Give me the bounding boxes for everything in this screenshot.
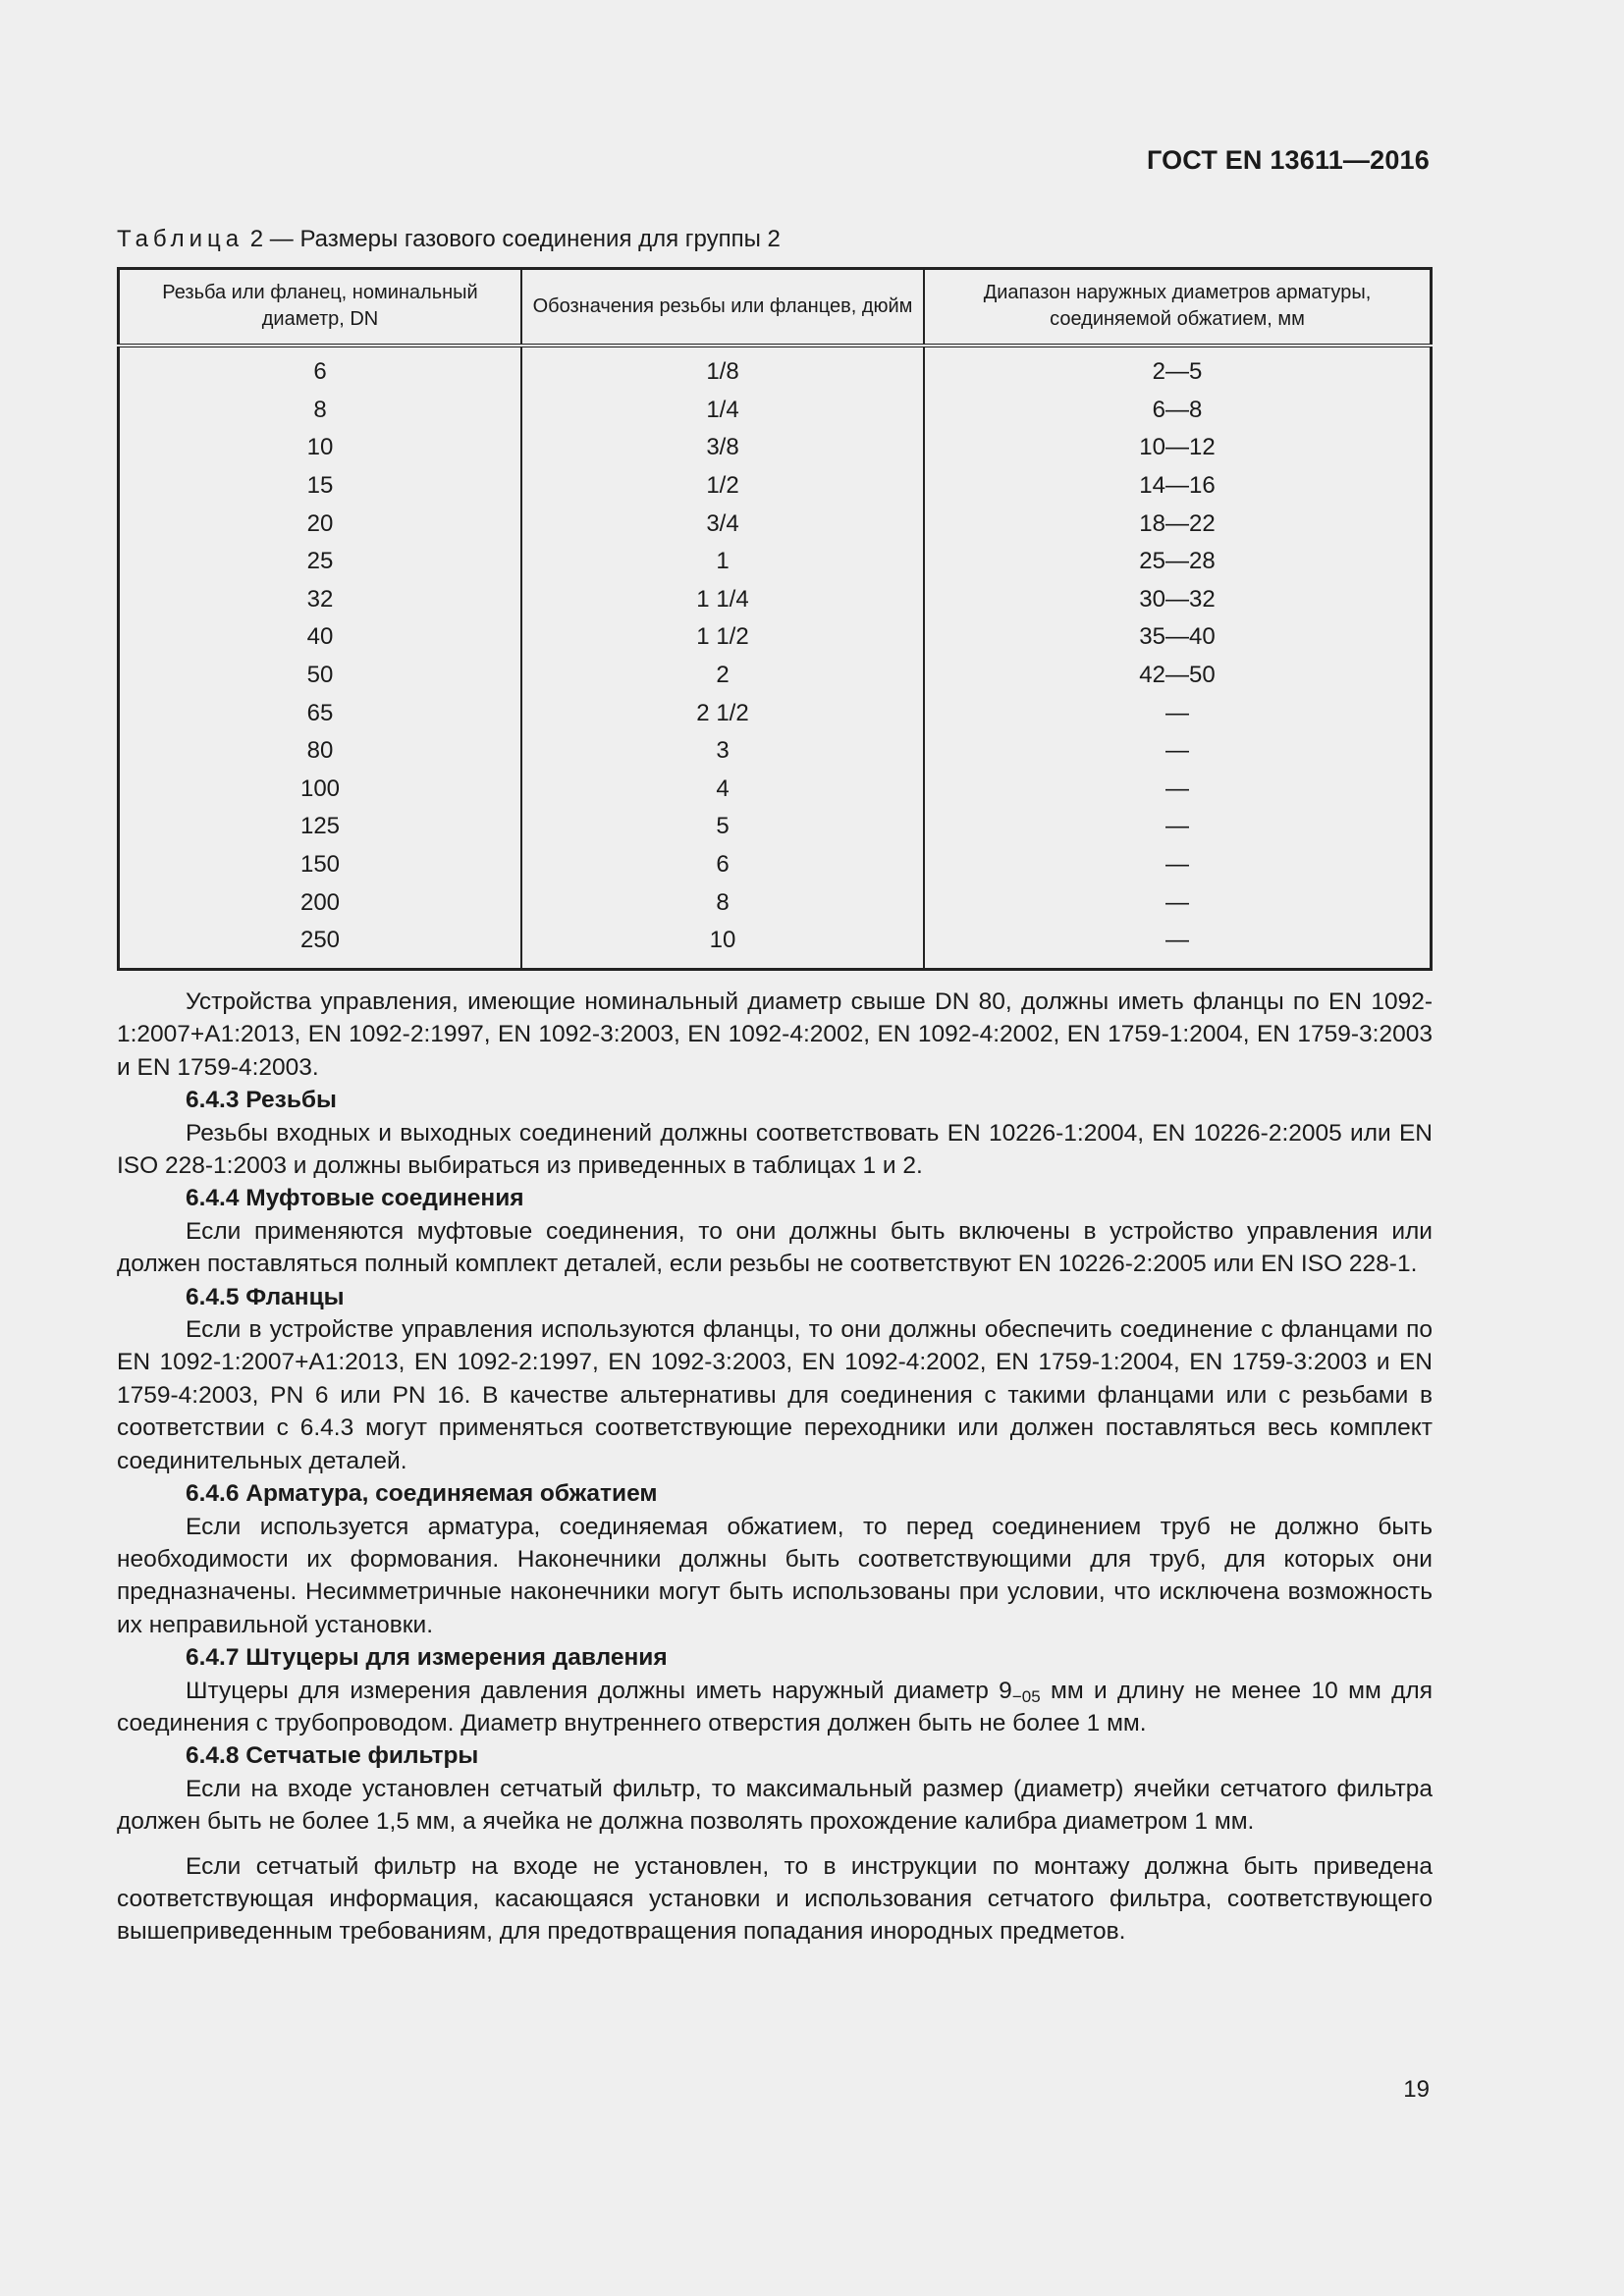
cell-range: 14—16 <box>1139 472 1216 500</box>
cell-thread: 3/4 <box>521 505 924 543</box>
cell-range: 30—32 <box>1139 585 1216 613</box>
cell-dn: 250 <box>119 922 522 969</box>
cell-dn: 10 <box>119 429 522 467</box>
table-row <box>119 346 1432 392</box>
cell-thread: 3 <box>521 732 924 771</box>
dimensions-table <box>117 267 1433 971</box>
cell-dn: 80 <box>119 732 522 771</box>
column-header-dn: Резьба или фланец, номинальный диаметр, DN <box>119 269 522 347</box>
cell-dn: 8 <box>119 392 522 430</box>
cell-thread: 1/2 <box>521 467 924 506</box>
body-text <box>117 986 1433 1949</box>
cell-dn: 32 <box>119 581 522 619</box>
paragraph-strainer-installed: Если на входе установлен сетчатый фильтр, то максимальный размер (диаметр) ячейки сетчатого фильтра должен быть не более 1,5 мм, а ячейка не должна позволять прохождение калибра диаметром 1 мм. <box>117 1775 1433 1836</box>
paragraph-strainer-not-installed: Если сетчатый фильтр на входе не установлен, то в инструкции по монтажу должна быть приведена соответствующая информация, касающаяся установки и использования сетчатого фильтра, соответствующего вышеприведенным требованиям, для предотвращения попадания инородных предметов. <box>117 1852 1433 1946</box>
table-header-row <box>119 269 1432 347</box>
heading-6-4-4: 6.4.4 Муфтовые соединения <box>186 1185 524 1212</box>
cell-range: — <box>1165 927 1189 954</box>
cell-range: 42—50 <box>1139 662 1216 689</box>
heading-6-4-3: 6.4.3 Резьбы <box>186 1087 337 1114</box>
cell-dn: 40 <box>119 618 522 657</box>
cell-range: — <box>1165 699 1189 726</box>
table-row <box>119 467 1432 506</box>
table-row <box>119 505 1432 543</box>
table-row <box>119 808 1432 846</box>
cell-thread: 6 <box>521 846 924 884</box>
heading-6-4-8: 6.4.8 Сетчатые фильтры <box>186 1742 479 1770</box>
table-caption <box>117 226 781 253</box>
cell-range: — <box>1165 851 1189 879</box>
table-row <box>119 581 1432 619</box>
table-caption-word: Таблица <box>117 226 244 252</box>
paragraph-pressure-test-nipples <box>117 1675 1433 1740</box>
cell-dn: 150 <box>119 846 522 884</box>
paragraph-flanges-dn80: Устройства управления, имеющие номинальный диаметр свыше DN 80, должны иметь фланцы по EN 1092-1:2007+A1:2013, EN 1092-2:1997, EN 1092-3:2003, EN 1092-4:2002, EN 1092-4:2002, EN 1759-1:2004, EN 1759-3:2003 и EN 1759-4:2003. <box>117 988 1433 1081</box>
cell-thread: 1/8 <box>521 346 924 392</box>
heading-6-4-7: 6.4.7 Штуцеры для измерения давления <box>186 1644 668 1672</box>
table-row <box>119 771 1432 809</box>
paragraph-threads: Резьбы входных и выходных соединений должны соответствовать EN 10226-1:2004, EN 10226-2:2005 или EN ISO 228-1:2003 и должны выбираться из приведенных в таблицах 1 и 2. <box>117 1119 1433 1180</box>
heading-6-4-5: 6.4.5 Фланцы <box>186 1283 345 1310</box>
paragraph-couplings: Если применяются муфтовые соединения, то они должны быть включены в устройство управления или должен поставляться полный комплект деталей, если резьбы не соответствуют EN 10226-2:2005 или EN ISO 228-1. <box>117 1217 1433 1278</box>
table-row <box>119 618 1432 657</box>
table-row <box>119 392 1432 430</box>
cell-range: 35—40 <box>1139 623 1216 651</box>
column-header-diameter-range: Диапазон наружных диаметров арматуры, соединяемой обжатием, мм <box>924 269 1432 347</box>
table-row <box>119 922 1432 969</box>
table-row <box>119 732 1432 771</box>
cell-thread: 1 <box>521 543 924 581</box>
cell-range: — <box>1165 813 1189 840</box>
cell-range: — <box>1165 774 1189 802</box>
cell-thread: 5 <box>521 808 924 846</box>
cell-dn: 100 <box>119 771 522 809</box>
table-row <box>119 694 1432 732</box>
cell-thread: 1 1/2 <box>521 618 924 657</box>
cell-dn: 125 <box>119 808 522 846</box>
cell-dn: 50 <box>119 657 522 695</box>
paragraph-compression-fittings: Если используется арматура, соединяемая обжатием, то перед соединением труб не должно быть необходимости их формования. Наконечники должны быть соответствующими для труб, для которых они предназначены. Несимметричные наконечники могут быть использованы при условии, что исключена возможность их неправильной установки. <box>117 1513 1433 1638</box>
cell-thread: 2 <box>521 657 924 695</box>
cell-range: 25—28 <box>1139 548 1216 575</box>
table-row <box>119 883 1432 922</box>
cell-range: 10—12 <box>1139 434 1216 461</box>
cell-range: — <box>1165 737 1189 765</box>
cell-thread: 3/8 <box>521 429 924 467</box>
cell-thread: 4 <box>521 771 924 809</box>
heading-6-4-6: 6.4.6 Арматура, соединяемая обжатием <box>186 1480 658 1508</box>
cell-range: 2—5 <box>1152 358 1203 386</box>
table-row <box>119 657 1432 695</box>
nipple-text-end: мм и длину не менее 10 мм для соединения с трубопроводом. Диаметр внутреннего отверстия должен быть не более 1 мм. <box>117 1677 1433 1736</box>
cell-dn: 20 <box>119 505 522 543</box>
cell-dn: 65 <box>119 694 522 732</box>
cell-range: 6—8 <box>1152 396 1203 423</box>
column-header-thread: Обозначения резьбы или фланцев, дюйм <box>521 269 924 347</box>
cell-range: — <box>1165 888 1189 916</box>
cell-range: 18—22 <box>1139 509 1216 537</box>
table-caption-title: 2 — Размеры газового соединения для группы 2 <box>249 226 781 252</box>
cell-thread: 1/4 <box>521 392 924 430</box>
cell-thread: 10 <box>521 922 924 969</box>
nipple-text-start: Штуцеры для измерения давления должны иметь наружный диаметр 9 <box>186 1677 1012 1704</box>
cell-dn: 25 <box>119 543 522 581</box>
document-code: ГОСТ EN 13611—2016 <box>1146 145 1430 175</box>
page-number: 19 <box>1403 2076 1430 2103</box>
table-row <box>119 543 1432 581</box>
table-row <box>119 846 1432 884</box>
cell-dn: 200 <box>119 883 522 922</box>
cell-dn: 6 <box>119 346 522 392</box>
table-row <box>119 429 1432 467</box>
cell-thread: 2 1/2 <box>521 694 924 732</box>
cell-thread: 8 <box>521 883 924 922</box>
cell-dn: 15 <box>119 467 522 506</box>
tolerance-subscript: −05 <box>1011 1686 1041 1706</box>
cell-thread: 1 1/4 <box>521 581 924 619</box>
paragraph-flanges: Если в устройстве управления используются фланцы, то они должны обеспечить соединение с фланцами по EN 1092-1:2007+A1:2013, EN 1092-2:1997, EN 1092-3:2003, EN 1092-4:2002, EN 1759-1:2004, EN 1759-3:2003 и EN 1759-4:2003, PN 6 или PN 16. В качестве альтернативы для соединения с такими фланцами или с резьбами в соответствии с 6.4.3 могут применяться соответствующие переходники или должен поставляться весь комплект соединительных деталей. <box>117 1316 1433 1474</box>
